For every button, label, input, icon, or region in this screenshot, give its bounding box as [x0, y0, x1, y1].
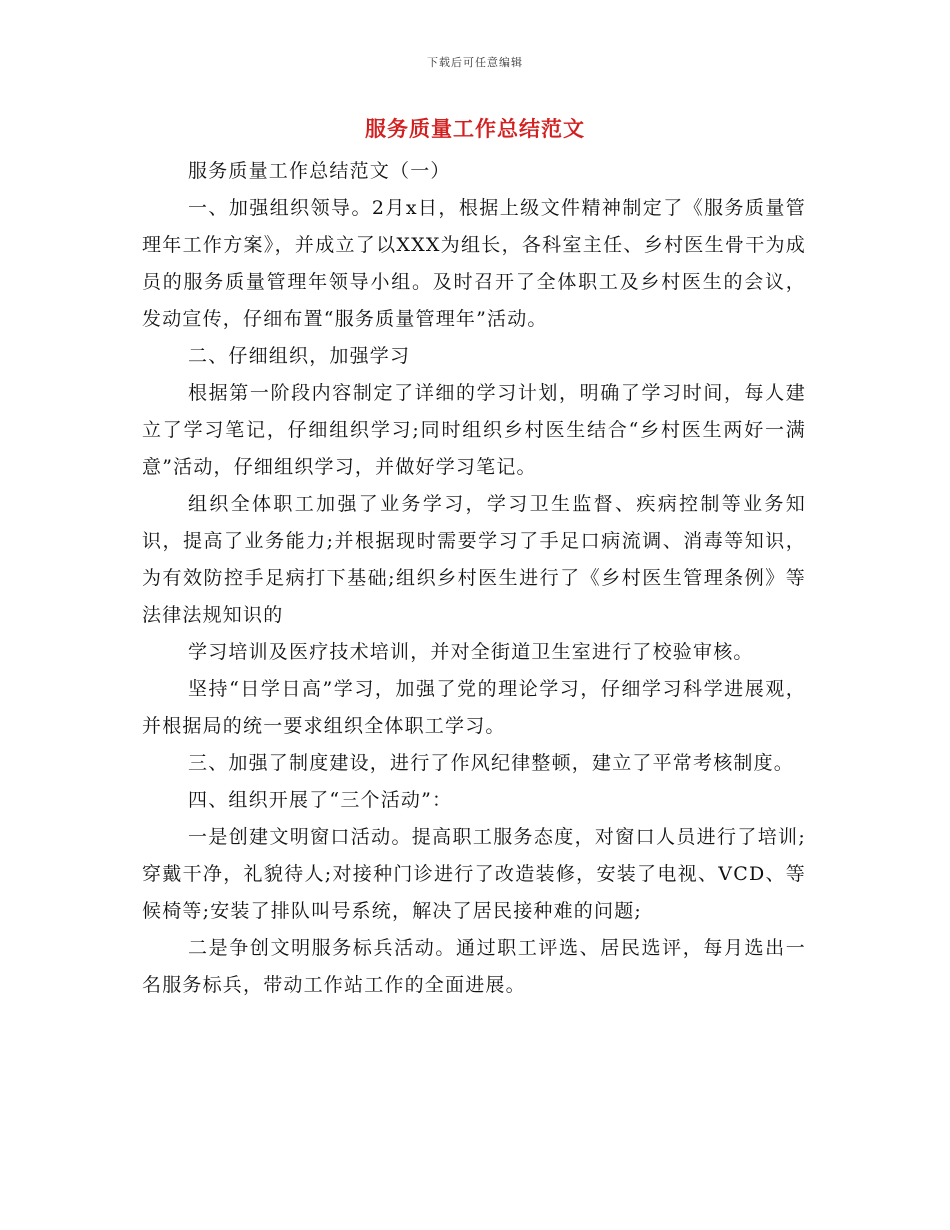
paragraph-study-plan: 根据第一阶段内容制定了详细的学习计划，明确了学习时间，每人建立了学习笔记，仔细组织学习;同时组织乡村医生结合“乡村医生两好一满意”活动，仔细组织学习，并做好学习笔记。: [142, 382, 806, 478]
document-title: 服务质量工作总结范文: [365, 116, 585, 141]
paragraph-section-2-heading: 二、仔细组织，加强学习: [188, 345, 411, 367]
paragraph-subtitle: 服务质量工作总结范文（一）: [188, 160, 451, 182]
paragraph-business-study: 组织全体职工加强了业务学习，学习卫生监督、疾病控制等业务知识，提高了业务能力;并根据现时需要学习了手足口病流调、消毒等知识，为有效防控手足病打下基础;组织乡村医生进行了《乡村医生管理条例》等法律法规知识的: [142, 493, 806, 626]
paragraph-section-4-heading: 四、组织开展了“三个活动”：: [188, 789, 453, 811]
paragraph-section-1: 一、加强组织领导。2月x日，根据上级文件精神制定了《服务质量管理年工作方案》，并成立了以XXX为组长，各科室主任、乡村医生骨干为成员的服务质量管理年领导小组。及时召开了全体职工及乡村医生的会议，发动宣传，仔细布置“服务质量管理年”活动。: [142, 197, 806, 330]
paragraph-activity-2: 二是争创文明服务标兵活动。通过职工评选、居民选评，每月选出一名服务标兵，带动工作站工作的全面进展。: [142, 937, 806, 996]
paragraph-training: 学习培训及医疗技术培训，并对全街道卫生室进行了校验审核。: [188, 641, 754, 663]
paragraph-theory-study: 坚持“日学日高”学习，加强了党的理论学习，仔细学习科学进展观，并根据局的统一要求组织全体职工学习。: [142, 678, 806, 737]
document-body: [142, 153, 806, 1004]
paragraph-activity-1: 一是创建文明窗口活动。提高职工服务态度，对窗口人员进行了培训;穿戴干净，礼貌待人;对接种门诊进行了改造装修，安装了电视、VCD、等候椅等;安装了排队叫号系统，解决了居民接种难的问题;: [142, 826, 806, 922]
paragraph-section-3: 三、加强了制度建设，进行了作风纪律整顿，建立了平常考核制度。: [188, 752, 795, 774]
header-note: 下载后可任意编辑: [427, 56, 523, 69]
